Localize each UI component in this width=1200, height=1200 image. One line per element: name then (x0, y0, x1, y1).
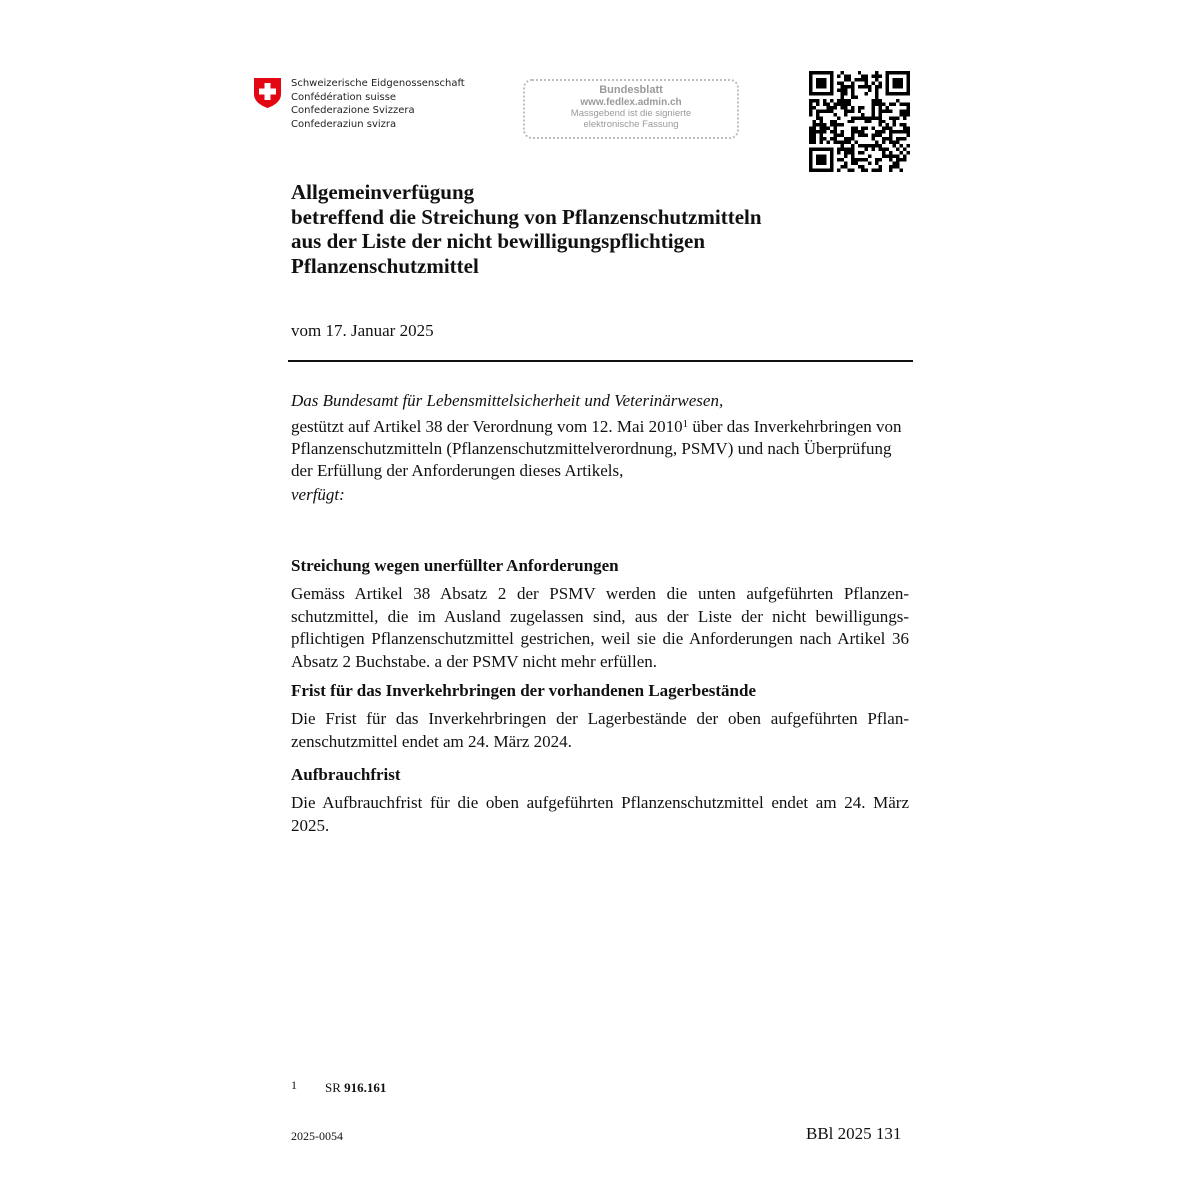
page-reference: BBl 2025 131 (806, 1124, 902, 1143)
title-line: betreffend die Streichung von Pflanzenschutzmitteln (291, 204, 762, 229)
footnote-reference[interactable]: 1 (682, 418, 689, 430)
stamp-note-line1: Massgebend ist die signierte (570, 108, 692, 119)
confederation-name-fr: Confédération suisse (291, 91, 397, 103)
section-heading: Frist für das Inverkehrbringen der vorhandenen Lagerbestände (291, 681, 757, 700)
document-date: vom 17. Januar 2025 (291, 321, 434, 340)
section-text: Die Frist für das Inverkehrbringen der Lagerbestände der oben aufgeführten Pflanzenschutzmittel endet am 24. März 2024. (291, 709, 909, 751)
footnote-text (325, 1080, 386, 1096)
issuing-authority: Das Bundesamt für Lebensmittelsicherheit und Veterinärwesen, (291, 391, 724, 410)
title-line: Pflanzenschutzmittel (291, 253, 479, 278)
document-number: 2025-0054 (291, 1129, 343, 1143)
footnote-number: 1 (291, 1078, 297, 1092)
footnote-sr-number: 916.161 (344, 1080, 387, 1095)
footnote-prefix: SR (325, 1080, 341, 1095)
section-text: Gemäss Artikel 38 Absatz 2 der PSMV werden die unten aufgeführten Pflanzenschutzmittel, die im Ausland zugelassen sind, aus der Liste der nicht bewilligungspflichtigen Pflanzenschutzmittel gestrichen, weil sie die Anforderungen nach Artikel 36 Absatz 2 Buchstabe. a der PSMV nicht mehr erfüllen. (291, 584, 909, 671)
section-heading: Streichung wegen unerfüllter Anforderungen (291, 556, 619, 575)
legal-basis-text-cont: über das Inverkehrbringen von Pflanzenschutzmitteln (Pflanzenschutzmittelverordnung, PSMV) und nach Überprüfung der Erfüllung der Anforderungen dieses Artikels, (291, 417, 902, 480)
confederation-name-it: Confederazione Svizzera (291, 105, 415, 116)
swiss-flag-icon (253, 77, 282, 109)
title-line: aus der Liste der nicht bewilligungspflichtigen (291, 229, 706, 253)
confederation-names (291, 77, 465, 131)
confederation-name-rm: Confederaziun svizra (291, 118, 397, 130)
title-divider (288, 360, 913, 362)
stamp-url: www.fedlex.admin.ch (580, 97, 682, 108)
confederation-name-de: Schweizerische Eidgenossenschaft (291, 78, 465, 89)
section-heading: Aufbrauchfrist (291, 765, 401, 784)
stamp-title: Bundesblatt (599, 84, 663, 96)
preamble (291, 390, 911, 506)
bundesblatt-stamp (523, 79, 739, 139)
decree-word: verfügt: (291, 485, 345, 504)
document-title (291, 180, 911, 278)
legal-basis-text: gestützt auf Artikel 38 der Verordnung vom 12. Mai 2010 (291, 417, 683, 436)
stamp-note-line2: elektronische Fassung (583, 119, 679, 130)
qr-code-icon (809, 71, 910, 172)
section-text: Die Aufbrauchfrist für die oben aufgeführten Pflanzenschutzmittel endet am 24. März 2025. (291, 793, 909, 835)
legal-basis (291, 416, 911, 482)
title-line: Allgemeinverfügung (291, 180, 475, 204)
